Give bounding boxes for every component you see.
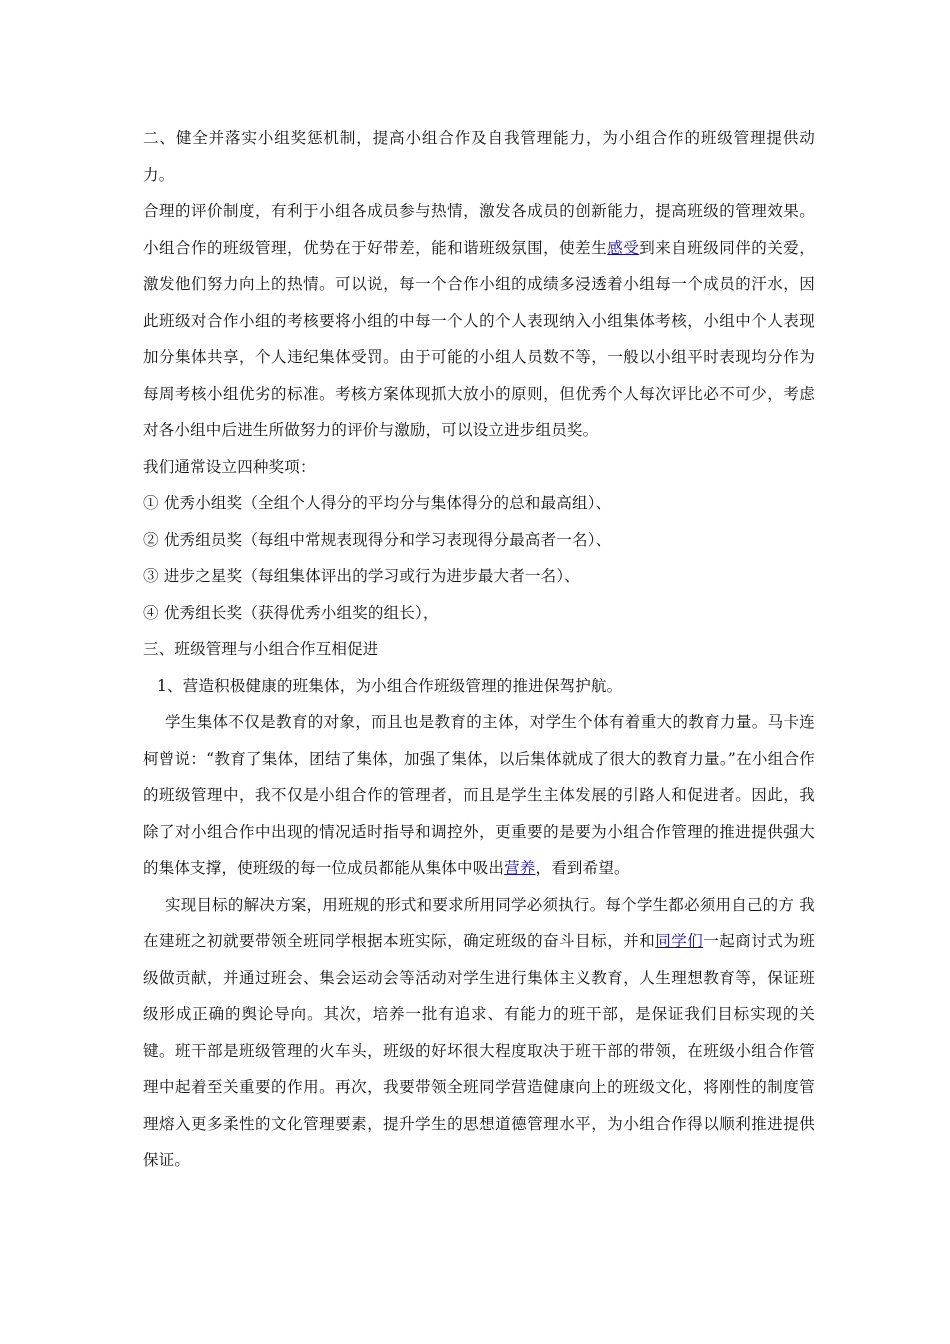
document-body bbox=[143, 120, 815, 1179]
section-2-heading: 二、健全并落实小组奖惩机制，提高小组合作及自我管理能力，为小组合作的班级管理提供动力。 bbox=[143, 129, 815, 184]
award-item-3: ③ 进步之星奖（每组集体评出的学习或行为进步最大者一名）、 bbox=[143, 567, 580, 585]
link-ganshou[interactable]: 感受 bbox=[607, 238, 640, 257]
paragraph-text: 一起商讨式为班级做贡献，并通过班会、集会运动会等活动对学生进行集体主义教育，人生理想教育等，保证班级形成正确的舆论导向。其次，培养一批有追求、有能力的班干部，是保证我们目标实现的关键。班干部是班级管理的火车头，班级的好坏很大程度取决于班干部的带领，在班级小组合作管理中起着至关重要的作用。再次，我要带领全班同学营造健康向上的班级文化，将刚性的制度管理熔入更多柔性的文化管理要素，提升学生的思想道德管理水平，为小组合作得以顺利推进提供保证。 bbox=[143, 932, 816, 1169]
section-3-paragraph-2 bbox=[143, 887, 815, 1179]
awards-intro: 我们通常设立四种奖项： bbox=[143, 457, 316, 476]
paragraph-text: ，看到希望。 bbox=[535, 859, 630, 877]
paragraph-text: 学生集体不仅是教育的对象，而且也是教育的主体，对学生个体有着重大的教育力量。马卡连柯曾说：“教育了集体，团结了集体，加强了集体，以后集体就成了很大的教育力量。”在小组合作的班级管理中，我不仅是小组合作的管理者，而且是学生主体发展的引路人和促进者。因此，我除了对小组合作中出现的情况适时指导和调控外，更重要的是要为小组合作管理的推进提供强大的集体支撑，使班级的每一位成员都能从集体中吸出 bbox=[143, 713, 815, 877]
section-3-subheading: 1、营造积极健康的班集体，为小组合作班级管理的推进保驾护航。 bbox=[157, 676, 623, 695]
award-item-2: ② 优秀组员奖（每组中常规表现得分和学习表现得分最高者一名）、 bbox=[143, 530, 612, 549]
paragraph-text: 合理的评价制度，有利于小组各成员参与热情，激发各成员的创新能力，提高班级的管理效果。小组合作的班级管理，优势在于好带差，能和谐班级氛围，使差生 bbox=[143, 202, 815, 257]
award-item-1: ① 优秀小组奖（全组个人得分的平均分与集体得分的总和最高组）、 bbox=[143, 494, 612, 512]
link-yingyang[interactable]: 营养 bbox=[504, 859, 536, 877]
paragraph-text: 到来自班级同伴的关爱，激发他们努力向上的热情。可以说，每一个合作小组的成绩多浸透着小组每一个成员的汗水，因此班级对合作小组的考核要将小组的中每一个人的个人表现纳入小组集体考核，小组中个人表现加分集体共享，个人违纪集体受罚。由于可能的小组人员数不等，一般以小组平时表现均分作为每周考核小组优劣的标准。考核方案体现抓大放小的原则，但优秀个人每次评比必不可少，考虑对各小组中后进生所做努力的评价与激励，可以设立进步组员奖。 bbox=[143, 238, 815, 439]
section-2-paragraph bbox=[143, 193, 815, 449]
paragraph-text: 实现目标的解决方案，用班规的形式和要求所用同学必须执行。每个学生都必须用自己的方 我在建班之初就要带领全班同学根据本班实际，确定班级的奋斗目标，并和 bbox=[143, 895, 815, 950]
section-3-paragraph-1 bbox=[143, 704, 815, 887]
award-item-4: ④ 优秀组长奖（获得优秀小组奖的组长）， bbox=[143, 603, 439, 622]
link-tongxuemen[interactable]: 同学们 bbox=[655, 932, 704, 950]
section-3-heading: 三、班级管理与小组合作互相促进 bbox=[143, 640, 379, 658]
